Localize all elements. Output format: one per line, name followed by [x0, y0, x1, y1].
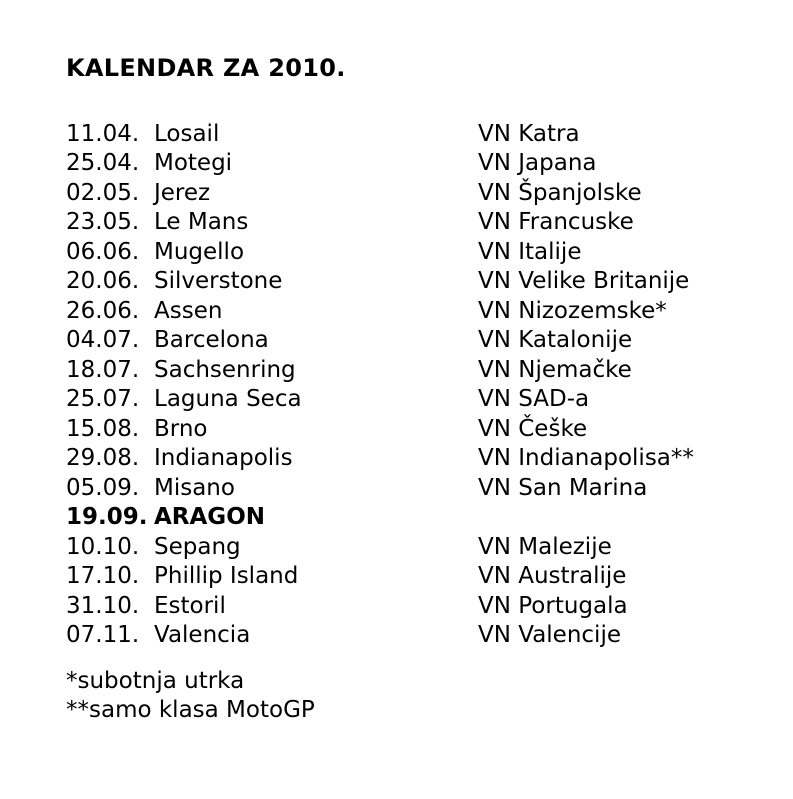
race-circuit: Valencia	[154, 622, 251, 648]
race-date: 25.07.	[66, 386, 140, 412]
table-row	[66, 238, 793, 268]
race-date: 25.04.	[66, 150, 140, 176]
race-date: 18.07.	[66, 356, 140, 383]
table-row	[66, 326, 793, 356]
race-gp-name: VN Francuske	[478, 209, 634, 235]
race-circuit: ARAGON	[154, 504, 265, 530]
race-gp-name: VN Indianapolisa**	[478, 445, 694, 471]
footnote: *subotnja utrka	[66, 667, 245, 694]
race-date-circuit	[66, 415, 478, 445]
race-circuit: Jerez	[154, 179, 211, 206]
race-date: 04.07.	[66, 327, 140, 353]
footnote: **samo klasa MotoGP	[66, 697, 315, 723]
race-circuit: Losail	[154, 120, 220, 147]
race-circuit: Assen	[154, 297, 223, 324]
race-date-circuit	[66, 297, 478, 327]
race-circuit: Motegi	[154, 150, 233, 176]
race-gp-name: VN Australije	[478, 563, 627, 589]
table-row	[66, 120, 793, 150]
race-date-circuit	[66, 385, 478, 415]
race-circuit: Indianapolis	[154, 445, 293, 471]
footnotes	[66, 667, 793, 726]
race-gp-name: VN Japana	[478, 150, 597, 176]
race-date-circuit	[66, 238, 478, 268]
table-row	[66, 179, 793, 209]
table-row	[66, 385, 793, 415]
race-gp-name: VN Nizozemske*	[478, 297, 667, 324]
race-circuit: Phillip Island	[154, 563, 299, 589]
race-circuit: Silverstone	[154, 268, 283, 294]
race-gp-name: VN Španjolske	[478, 179, 642, 206]
race-date-circuit	[66, 474, 478, 504]
race-circuit: Mugello	[154, 238, 245, 265]
race-circuit: Laguna Seca	[154, 386, 302, 412]
table-row	[66, 592, 793, 622]
table-row	[66, 208, 793, 238]
race-circuit: Sepang	[154, 533, 241, 560]
table-row	[66, 503, 793, 533]
race-date: 26.06.	[66, 297, 140, 324]
race-gp-name: VN Njemačke	[478, 356, 632, 383]
race-date-circuit	[66, 120, 478, 150]
race-gp-name: VN Češke	[478, 415, 588, 442]
race-date-circuit	[66, 562, 478, 592]
race-gp-name: VN Italije	[478, 238, 582, 265]
race-gp-name: VN San Marina	[478, 474, 648, 501]
race-circuit: Sachsenring	[154, 356, 296, 383]
race-list	[66, 120, 793, 651]
race-circuit: Estoril	[154, 592, 226, 619]
table-row	[66, 533, 793, 563]
race-gp-name: VN Velike Britanije	[478, 268, 690, 294]
table-row	[66, 444, 793, 474]
race-date: 11.04.	[66, 120, 140, 147]
race-circuit: Brno	[154, 415, 208, 442]
table-row	[66, 149, 793, 179]
race-date-circuit	[66, 621, 478, 651]
race-date-circuit	[66, 208, 478, 238]
race-date-circuit	[66, 533, 478, 563]
race-date: 02.05.	[66, 179, 140, 206]
race-date: 20.06.	[66, 268, 140, 294]
race-gp-name: VN Valencije	[478, 622, 621, 648]
race-gp-name: VN Katalonije	[478, 327, 633, 353]
race-date-circuit	[66, 356, 478, 386]
table-row	[66, 562, 793, 592]
race-date-circuit	[66, 503, 478, 533]
race-gp-name: VN Malezije	[478, 533, 612, 560]
race-circuit: Le Mans	[154, 209, 249, 235]
race-date-circuit	[66, 267, 478, 297]
race-date: 07.11.	[66, 622, 140, 648]
race-date: 29.08.	[66, 445, 140, 471]
race-date: 23.05.	[66, 209, 140, 235]
race-date: 31.10.	[66, 592, 140, 619]
race-date-circuit	[66, 444, 478, 474]
table-row	[66, 297, 793, 327]
race-date: 06.06.	[66, 238, 140, 265]
page-title: KALENDAR ZA 2010.	[66, 54, 346, 82]
race-circuit: Barcelona	[154, 327, 269, 353]
race-date: 15.08.	[66, 415, 140, 442]
table-row	[66, 474, 793, 504]
race-date-circuit	[66, 592, 478, 622]
table-row	[66, 415, 793, 445]
race-date: 10.10.	[66, 533, 140, 560]
race-date: 19.09.	[66, 504, 148, 530]
table-row	[66, 267, 793, 297]
race-gp-name: VN Katra	[478, 120, 580, 147]
race-gp-name: VN SAD-a	[478, 386, 590, 412]
race-gp-name: VN Portugala	[478, 592, 628, 619]
race-circuit: Misano	[154, 474, 235, 501]
race-date: 05.09.	[66, 474, 140, 501]
table-row	[66, 356, 793, 386]
race-date-circuit	[66, 326, 478, 356]
race-date-circuit	[66, 149, 478, 179]
table-row	[66, 621, 793, 651]
race-date-circuit	[66, 179, 478, 209]
race-date: 17.10.	[66, 563, 140, 589]
